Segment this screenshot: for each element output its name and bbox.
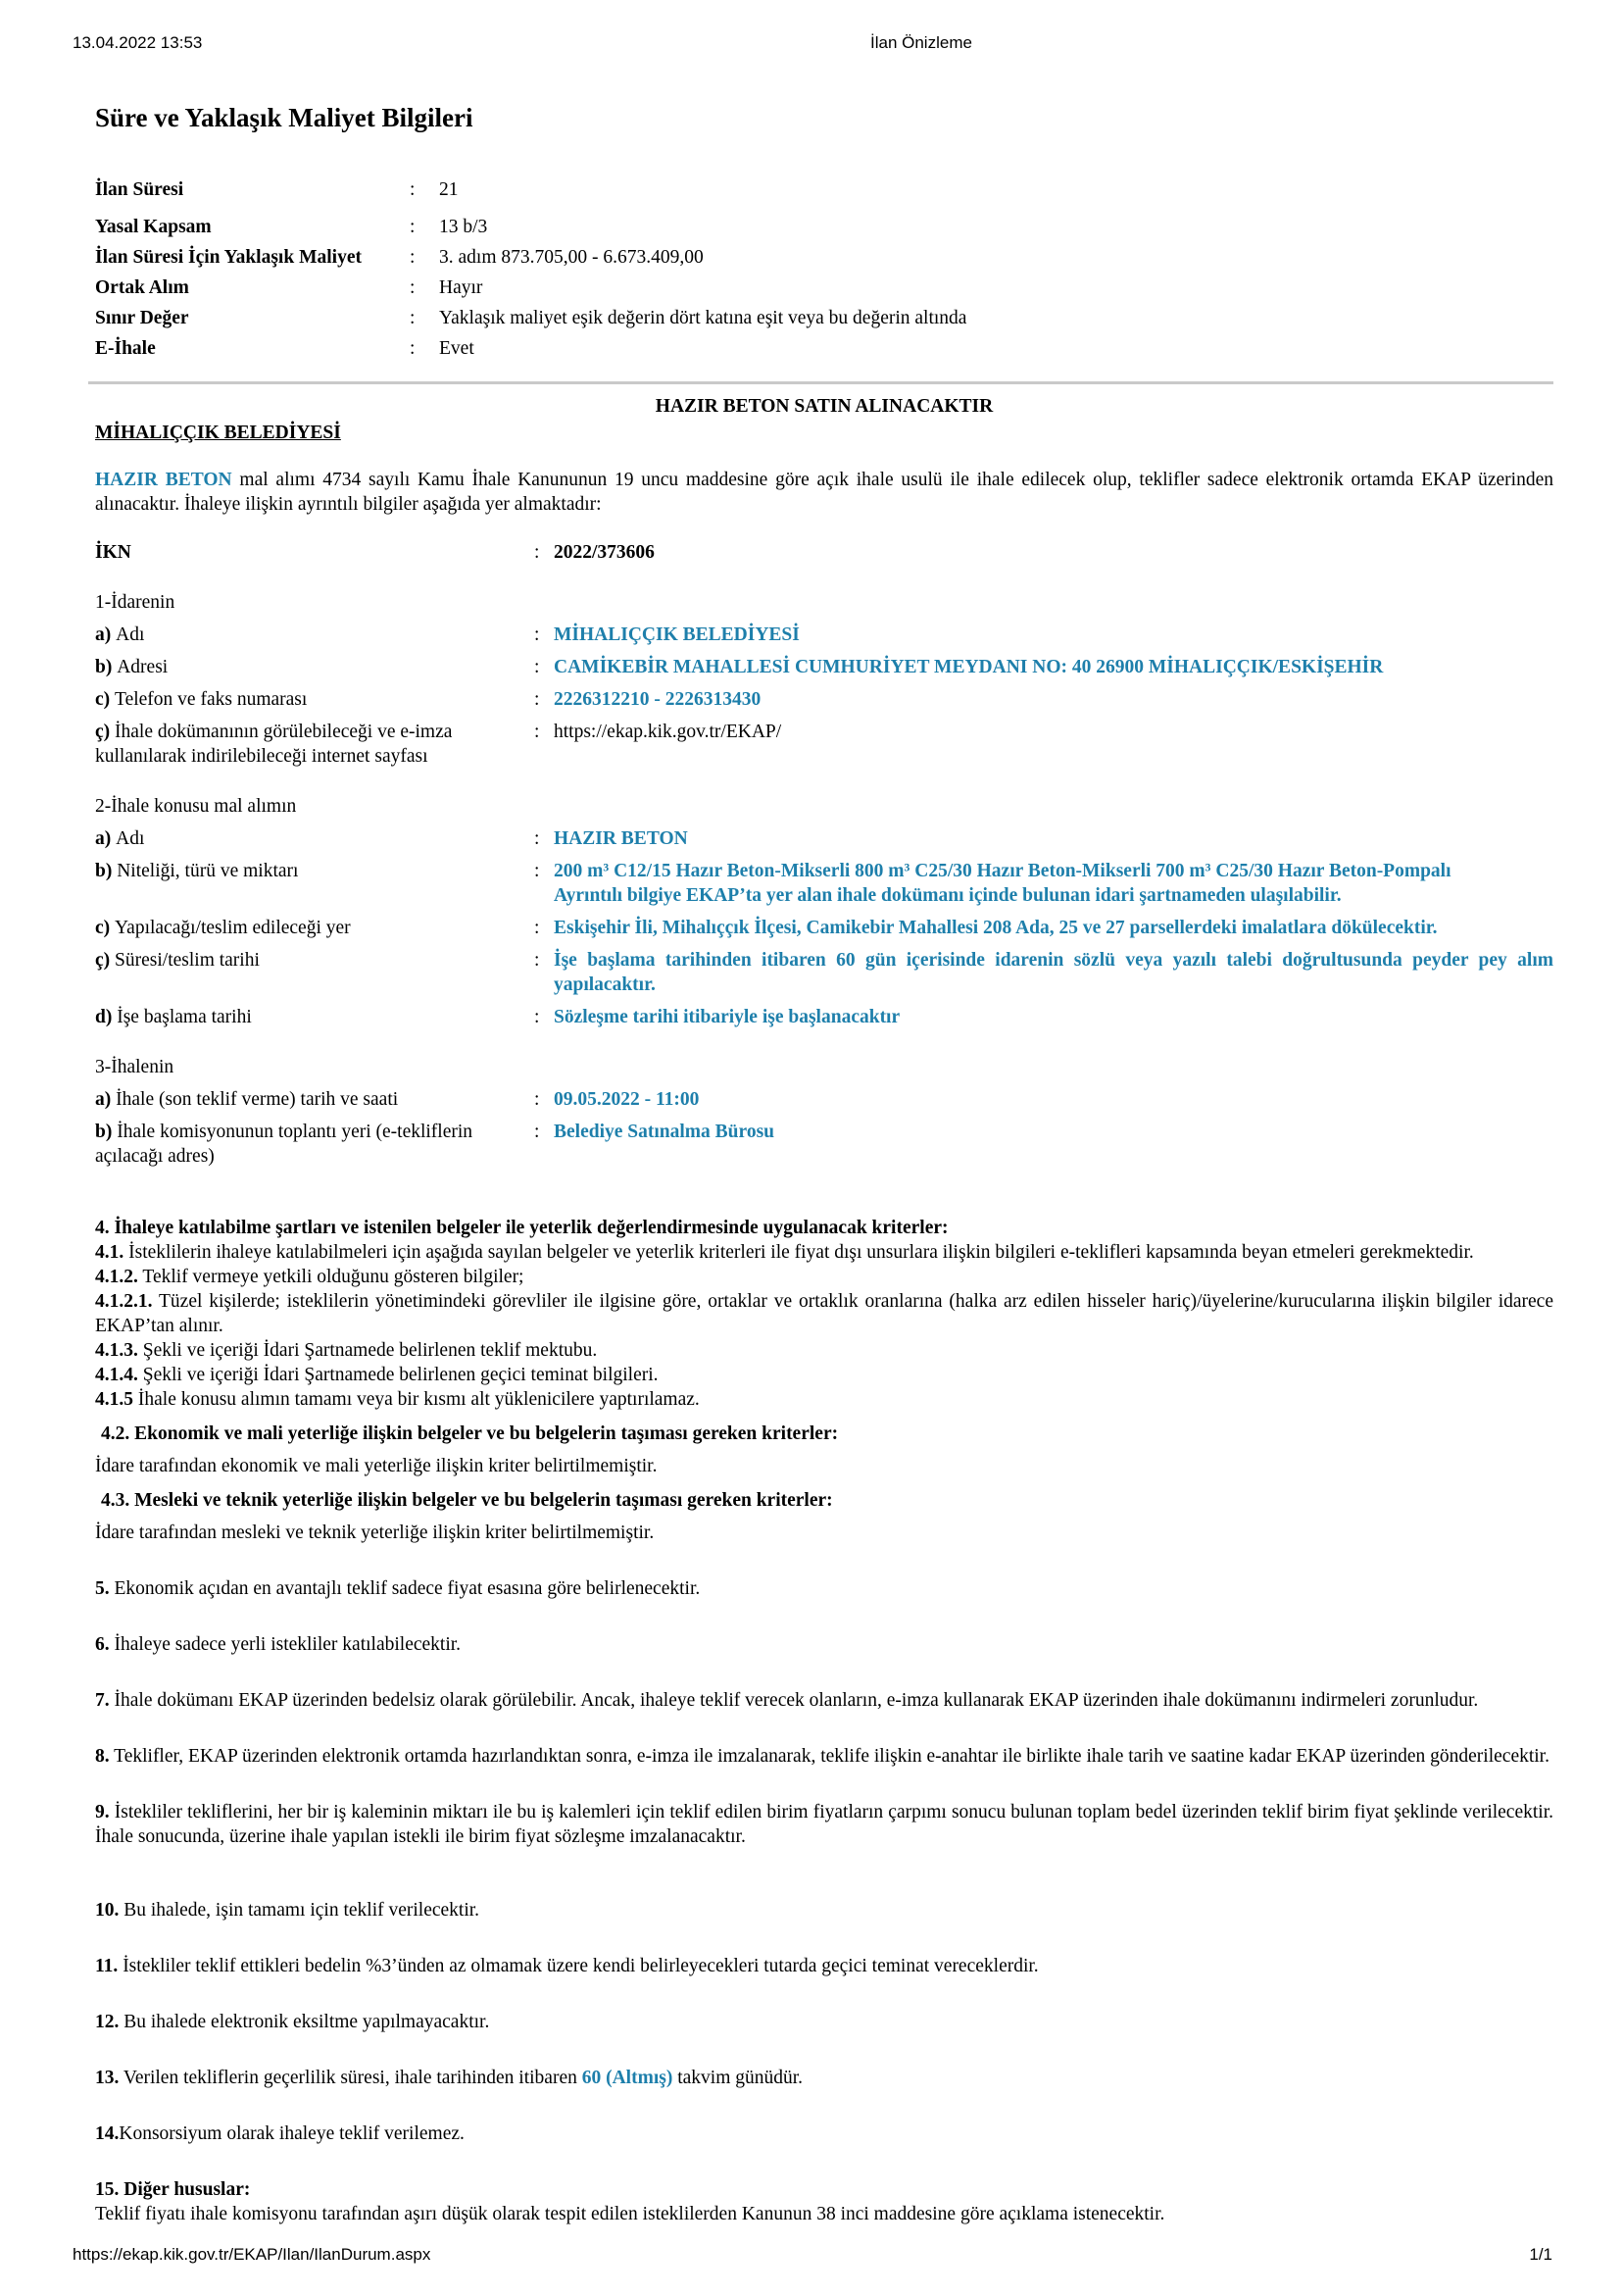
clause-text: Şekli ve içeriği İdari Şartnamede belirlenen geçici teminat bilgileri. xyxy=(137,1364,659,1385)
summary-row-label: Yasal Kapsam xyxy=(95,217,212,237)
clause-paragraph xyxy=(95,2177,1553,2202)
clause-paragraph xyxy=(95,2010,1553,2034)
row-colon: : xyxy=(410,308,416,328)
clause-text: 11. xyxy=(95,1955,119,1976)
section-rows xyxy=(95,619,1553,773)
row-colon: : xyxy=(534,688,540,710)
section-row xyxy=(95,944,1553,1001)
intro-highlight: HAZIR BETON xyxy=(95,470,232,490)
row-label-text: İşe başlama tarihi xyxy=(117,1006,252,1027)
document-section xyxy=(95,794,1553,1033)
section-row xyxy=(95,651,1553,683)
section-row-value: Belediye Satınalma Bürosu xyxy=(554,1121,775,1142)
clause-text: 4.1.3. xyxy=(95,1339,138,1361)
clause-text: İhale konusu alımın tamamı veya bir kısmı alt yüklenicilere yaptırılamaz. xyxy=(133,1388,700,1410)
section-row-label xyxy=(95,1087,534,1112)
clause-text: 4.2. Ekonomik ve mali yeterliğe ilişkin belgeler ve bu belgelerin taşıması gereken kriterler: xyxy=(101,1423,839,1444)
section-row-value: CAMİKEBİR MAHALLESİ CUMHURİYET MEYDANI NO: 40 26900 MİHALIÇÇIK/ESKİŞEHİR xyxy=(554,656,1384,677)
clause-accent-text: 60 (Altmış) xyxy=(581,2067,673,2088)
print-datetime: 13.04.2022 13:53 xyxy=(73,33,203,52)
row-label-text: Adresi xyxy=(117,656,169,677)
row-colon: : xyxy=(534,860,540,881)
row-label-text: Niteliği, türü ve miktarı xyxy=(117,860,299,881)
page-title: Süre ve Yaklaşık Maliyet Bilgileri xyxy=(95,103,473,132)
clause-paragraph xyxy=(95,2202,1553,2226)
clause-paragraph xyxy=(95,1800,1553,1849)
section-row-value: HAZIR BETON xyxy=(554,827,688,849)
row-colon: : xyxy=(410,277,416,298)
summary-row xyxy=(95,303,1553,333)
clause-text: 8. xyxy=(95,1745,110,1767)
section-row-value: 200 m³ C12/15 Hazır Beton-Mikserli 800 m³ C25/30 Hazır Beton-Mikserli 700 m³ C25/30 Hazır Beton-Pompalı Ayrıntılı bilgiye EKAP’ta yer alan ihale dokümanı içinde bulunan idari şartnameden ulaşılabilir. xyxy=(554,860,1451,906)
section-row-label xyxy=(95,1120,534,1169)
clause-text: Bu ihalede, işin tamamı için teklif verilecektir. xyxy=(119,1899,480,1921)
row-label-text: İhale dokümanının görülebileceği ve e-imza kullanılarak indirilebileceği internet sayfası xyxy=(95,721,453,767)
row-label-text: İhale komisyonunun toplantı yeri (e-tekliflerin açılacağı adres) xyxy=(95,1121,473,1167)
section-row-label xyxy=(95,687,534,712)
clause-text: Teklif vermeye yetkili olduğunu gösteren bilgiler; xyxy=(137,1266,524,1287)
clause-paragraph xyxy=(95,1576,1553,1601)
row-label-text: Telefon ve faks numarası xyxy=(115,688,308,710)
clause-text: 12. xyxy=(95,2011,120,2032)
row-prefix: c) xyxy=(95,688,116,710)
row-prefix: b) xyxy=(95,656,118,677)
clauses-list xyxy=(95,1216,1553,2226)
summary-row-label: İlan Süresi İçin Yaklaşık Maliyet xyxy=(95,247,362,268)
summary-row-label: Sınır Değer xyxy=(95,308,189,328)
clause-paragraph xyxy=(95,2066,1553,2090)
clause-text: Şekli ve içeriği İdari Şartnamede belirlenen teklif mektubu. xyxy=(137,1339,598,1361)
summary-row xyxy=(95,242,1553,273)
clause-text: 9. xyxy=(95,1801,110,1822)
section-row-label xyxy=(95,859,534,908)
section-row xyxy=(95,1116,1553,1173)
ikn-row xyxy=(95,536,1553,569)
clause-paragraph xyxy=(95,1265,1553,1289)
summary-row-value: 3. adım 873.705,00 - 6.673.409,00 xyxy=(439,247,704,268)
clause-text: İsteklilerin ihaleye katılabilmeleri için aşağıda sayılan belgeler ve yeterlik kriterleri ile fiyat dışı unsurlara ilişkin bilgileri e-teklifleri kapsamında beyan etmeleri gerekmektedir. xyxy=(123,1241,1474,1263)
row-colon: : xyxy=(410,179,416,200)
ikn-value: 2022/373606 xyxy=(554,541,655,563)
clause-text: Verilen tekliflerin geçerlilik süresi, ihale tarihinden itibaren xyxy=(119,2067,582,2088)
summary-row-value: Hayır xyxy=(439,277,483,298)
section-row-value: Eskişehir İli, Mihalıççık İlçesi, Camikebir Mahallesi 208 Ada, 25 ve 27 parsellerdeki imalatlara dökülecektir. xyxy=(554,917,1438,938)
clause-text: 4.3. Mesleki ve teknik yeterliğe ilişkin belgeler ve bu belgelerin taşıması gereken kriterler: xyxy=(101,1489,833,1511)
clause-text: 13. xyxy=(95,2067,120,2088)
summary-row-value: 13 b/3 xyxy=(439,217,488,237)
clause-text: İhaleye sadece yerli istekliler katılabilecektir. xyxy=(109,1633,462,1655)
notice-heading: HAZIR BETON SATIN ALINACAKTIR xyxy=(655,396,994,417)
clause-paragraph xyxy=(95,1422,1553,1446)
summary-row-label: E-İhale xyxy=(95,338,156,359)
document-section xyxy=(95,1055,1553,1173)
clause-paragraph xyxy=(95,1898,1553,1922)
clause-text: 4. İhaleye katılabilme şartları ve istenilen belgeler ile yeterlik değerlendirmesinde uygulanacak kriterler: xyxy=(95,1217,949,1238)
clause-text: 6. xyxy=(95,1633,110,1655)
clause-text: Ekonomik açıdan en avantajlı teklif sadece fiyat esasına göre belirlenecektir. xyxy=(109,1577,701,1599)
section-row xyxy=(95,619,1553,651)
row-colon: : xyxy=(534,624,540,645)
organization-name: MİHALIÇÇIK BELEDİYESİ xyxy=(95,423,341,443)
section-row xyxy=(95,1001,1553,1033)
section-row xyxy=(95,683,1553,716)
section-row-label xyxy=(95,948,534,997)
clause-text: 14. xyxy=(95,2122,120,2144)
clause-text: Teklif fiyatı ihale komisyonu tarafından aşırı düşük olarak tespit edilen isteklilerden Kanunun 38 inci maddesine göre açıklama istenecektir. xyxy=(95,2203,1165,2224)
section-row-label xyxy=(95,1005,534,1029)
row-prefix: d) xyxy=(95,1006,118,1027)
row-label-text: Adı xyxy=(116,827,145,849)
section-row-value: https://ekap.kik.gov.tr/EKAP/ xyxy=(554,721,782,742)
clause-text: 4.1.2.1. xyxy=(95,1290,153,1312)
row-colon: : xyxy=(534,1088,540,1110)
row-colon: : xyxy=(534,721,540,742)
row-prefix: c) xyxy=(95,917,116,938)
clause-paragraph xyxy=(95,1363,1553,1387)
section-row-label xyxy=(95,623,534,647)
row-prefix: b) xyxy=(95,1121,118,1142)
section-row-value: Sözleşme tarihi itibariyle işe başlanacaktır xyxy=(554,1006,901,1027)
clause-text: takvim günüdür. xyxy=(672,2067,804,2088)
clause-text: Teklifler, EKAP üzerinden elektronik ortamda hazırlandıktan sonra, e-imza ile imzalanarak, teklife ilişkin e-anahtar ile birlikte ihale tarih ve saatine kadar EKAP üzerinden gönderilecektir. xyxy=(109,1745,1549,1767)
clause-paragraph xyxy=(95,1688,1553,1713)
section-rows xyxy=(95,823,1553,1033)
section-row-value: MİHALIÇÇIK BELEDİYESİ xyxy=(554,624,800,645)
row-prefix: a) xyxy=(95,624,117,645)
clause-text: 7. xyxy=(95,1689,110,1711)
footer-page-number: 1/1 xyxy=(1529,2245,1552,2264)
summary-row xyxy=(95,273,1553,303)
clause-text: İdare tarafından ekonomik ve mali yeterliğe ilişkin kriter belirtilmemiştir. xyxy=(95,1455,658,1476)
summary-row xyxy=(95,333,1553,364)
section-row xyxy=(95,855,1553,912)
clause-text: İhale dokümanı EKAP üzerinden bedelsiz olarak görülebilir. Ancak, ihaleye teklif verecek olanların, e-imza kullanarak EKAP üzerinden ihale dokümanını indirmeleri zorunludur. xyxy=(109,1689,1479,1711)
clause-paragraph xyxy=(95,1240,1553,1265)
summary-row-value: Evet xyxy=(439,338,474,359)
section-row-value: 2226312210 - 2226313430 xyxy=(554,688,762,710)
footer-url: https://ekap.kik.gov.tr/EKAP/Ilan/IlanDurum.aspx xyxy=(73,2245,431,2264)
row-colon: : xyxy=(534,656,540,677)
summary-table xyxy=(95,175,1553,364)
row-colon: : xyxy=(534,541,540,563)
clause-paragraph xyxy=(95,1632,1553,1657)
section-row-label xyxy=(95,655,534,679)
row-colon: : xyxy=(534,1006,540,1027)
row-colon: : xyxy=(534,1121,540,1142)
section-row xyxy=(95,823,1553,855)
section-row xyxy=(95,1083,1553,1116)
clause-paragraph xyxy=(95,1454,1553,1478)
clause-text: 4.1.2. xyxy=(95,1266,138,1287)
row-prefix: ç) xyxy=(95,721,116,742)
clause-text: 10. xyxy=(95,1899,120,1921)
clause-paragraph xyxy=(95,1216,1553,1240)
clause-text: 4.1.4. xyxy=(95,1364,138,1385)
section-row-label xyxy=(95,720,534,769)
summary-row-value: 21 xyxy=(439,179,459,200)
section-row-value: 09.05.2022 - 11:00 xyxy=(554,1088,700,1110)
section-title: 1-İdarenin xyxy=(95,591,175,613)
clause-text: İstekliler teklif ettikleri bedelin %3’ünden az olmamak üzere kendi belirleyecekleri tutarda geçici teminat vereceklerdir. xyxy=(118,1955,1039,1976)
row-prefix: a) xyxy=(95,827,117,849)
row-prefix: b) xyxy=(95,860,118,881)
summary-row-label: İlan Süresi xyxy=(95,179,184,200)
clause-paragraph xyxy=(95,2121,1553,2146)
summary-row xyxy=(95,175,1553,205)
clause-text: Bu ihalede elektronik eksiltme yapılmayacaktır. xyxy=(119,2011,490,2032)
row-colon: : xyxy=(534,949,540,971)
document-body xyxy=(95,102,1553,2226)
summary-row-value: Yaklaşık maliyet eşik değerin dört katına eşit veya bu değerin altında xyxy=(439,308,967,328)
row-colon: : xyxy=(410,247,416,268)
clause-text: Konsorsiyum olarak ihaleye teklif verilemez. xyxy=(119,2122,465,2144)
summary-row-label: Ortak Alım xyxy=(95,277,189,298)
clause-text: İdare tarafından mesleki ve teknik yeterliğe ilişkin kriter belirtilmemiştir. xyxy=(95,1522,655,1543)
section-row-value: İşe başlama tarihinden itibaren 60 gün içerisinde idarenin sözlü veya yazılı talebi doğrultusunda peyder pey alım yapılacaktır. xyxy=(554,949,1553,995)
clause-paragraph xyxy=(95,1289,1553,1338)
row-colon: : xyxy=(534,917,540,938)
clause-text: İstekliler tekliflerini, her bir iş kaleminin miktarı ile bu iş kalemleri için teklif edilen birim fiyatların çarpımı sonucu bulunan toplam bedel üzerinden teklif birim fiyat şeklinde verilecektir. İhale sonucunda, üzerine ihale yapılan istekli ile birim fiyat sözleşme imzalanacaktır. xyxy=(95,1801,1553,1847)
intro-text: mal alımı 4734 sayılı Kamu İhale Kanununun 19 uncu maddesine göre açık ihale usulü ile ihale edilecek olup, teklifler sadece elektronik ortamda EKAP üzerinden alınacaktır. İhaleye ilişkin ayrıntılı bilgiler aşağıda yer almaktadır: xyxy=(95,470,1553,515)
print-page-title: İlan Önizleme xyxy=(870,33,972,52)
section-row-label xyxy=(95,916,534,940)
clause-text: 15. Diğer hususlar: xyxy=(95,2178,251,2200)
section-divider xyxy=(88,381,1553,384)
section-title: 2-İhale konusu mal alımın xyxy=(95,795,297,817)
clause-paragraph xyxy=(95,1387,1553,1412)
row-prefix: a) xyxy=(95,1088,117,1110)
section-title: 3-İhalenin xyxy=(95,1056,174,1077)
clause-paragraph xyxy=(95,1954,1553,1978)
numbered-sections xyxy=(95,590,1553,1173)
clause-text: Tüzel kişilerde; isteklilerin yönetimindeki görevliler ile ilgisine göre, ortaklar ve ortaklık oranlarına (halka arz edilen hisseler hariç)/üyelerine/kurucularına ilişkin bilgiler idarece EKAP’tan alınır. xyxy=(95,1290,1553,1336)
ikn-label: İKN xyxy=(95,541,131,563)
clause-text: 4.1. xyxy=(95,1241,124,1263)
row-label-text: İhale (son teklif verme) tarih ve saati xyxy=(116,1088,399,1110)
row-prefix: ç) xyxy=(95,949,116,971)
section-rows xyxy=(95,1083,1553,1173)
document-section xyxy=(95,590,1553,773)
section-row-label xyxy=(95,826,534,851)
clause-text: 5. xyxy=(95,1577,110,1599)
clause-text: 4.1.5 xyxy=(95,1388,133,1410)
clause-paragraph xyxy=(95,1744,1553,1769)
row-label-text: Süresi/teslim tarihi xyxy=(115,949,260,971)
clause-paragraph xyxy=(95,1338,1553,1363)
row-colon: : xyxy=(534,827,540,849)
summary-row xyxy=(95,212,1553,242)
intro-paragraph xyxy=(95,468,1553,517)
clause-paragraph xyxy=(95,1488,1553,1513)
clause-paragraph xyxy=(95,1521,1553,1545)
section-row xyxy=(95,912,1553,944)
row-colon: : xyxy=(410,217,416,237)
section-row xyxy=(95,716,1553,773)
row-colon: : xyxy=(410,338,416,359)
row-label-text: Adı xyxy=(116,624,145,645)
row-label-text: Yapılacağı/teslim edileceği yer xyxy=(115,917,351,938)
